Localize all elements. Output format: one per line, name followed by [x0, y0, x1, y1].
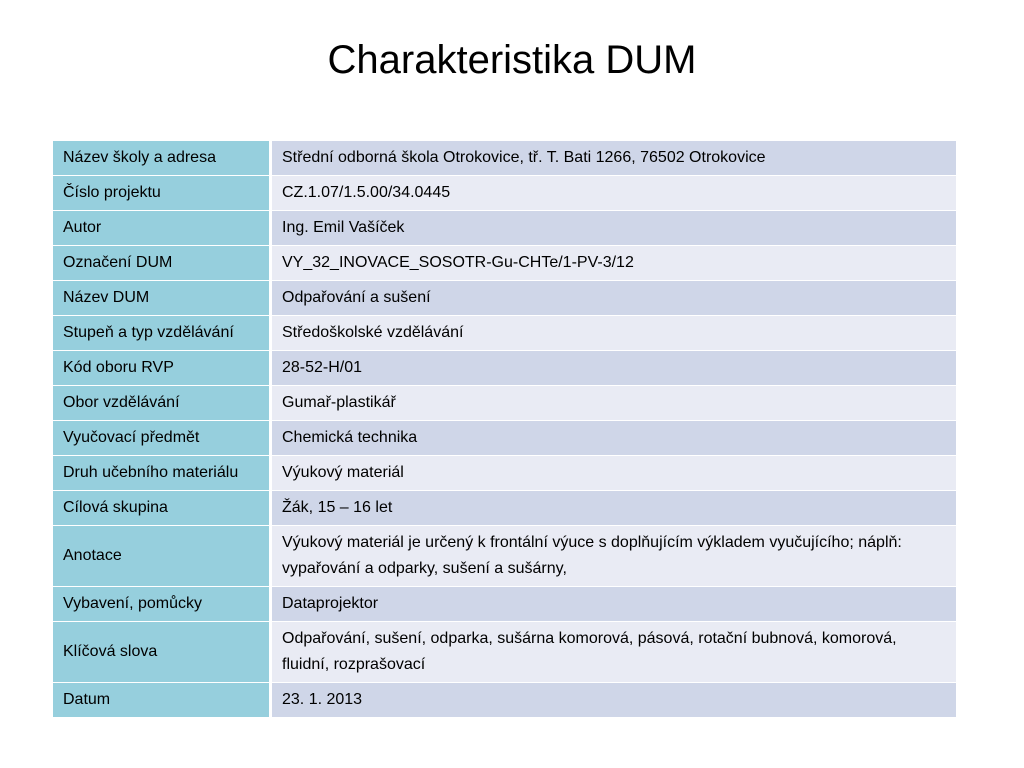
table-row	[53, 526, 956, 587]
row-value: Výukový materiál	[271, 456, 957, 491]
table-row	[53, 683, 956, 718]
row-value: Ing. Emil Vašíček	[271, 211, 957, 246]
row-label: Název DUM	[53, 281, 271, 316]
table-row	[53, 622, 956, 683]
row-value: Výukový materiál je určený k frontální výuce s doplňujícím výkladem vyučujícího; náplň: vypařování a odparky, sušení a sušárny,	[271, 526, 957, 587]
table-row	[53, 246, 956, 281]
table-row	[53, 211, 956, 246]
table-row	[53, 587, 956, 622]
table-row	[53, 316, 956, 351]
row-label: Vybavení, pomůcky	[53, 587, 271, 622]
row-value: Odpařování a sušení	[271, 281, 957, 316]
info-table	[53, 141, 956, 718]
row-label: Obor vzdělávání	[53, 386, 271, 421]
row-value: CZ.1.07/1.5.00/34.0445	[271, 176, 957, 211]
row-label: Datum	[53, 683, 271, 718]
row-value: Chemická technika	[271, 421, 957, 456]
row-value: Gumař-plastikář	[271, 386, 957, 421]
table-row	[53, 176, 956, 211]
row-label: Anotace	[53, 526, 271, 587]
row-value: Středoškolské vzdělávání	[271, 316, 957, 351]
table-row	[53, 421, 956, 456]
row-label: Stupeň a typ vzdělávání	[53, 316, 271, 351]
row-value: 23. 1. 2013	[271, 683, 957, 718]
row-label: Klíčová slova	[53, 622, 271, 683]
row-label: Označení DUM	[53, 246, 271, 281]
table-row	[53, 351, 956, 386]
slide-title: Charakteristika DUM	[327, 38, 697, 82]
table-row	[53, 456, 956, 491]
table-row	[53, 386, 956, 421]
row-label: Cílová skupina	[53, 491, 271, 526]
row-label: Druh učebního materiálu	[53, 456, 271, 491]
row-label: Název školy a adresa	[53, 141, 271, 176]
row-value: Odpařování, sušení, odparka, sušárna komorová, pásová, rotační bubnová, komorová, fluidní, rozprašovací	[271, 622, 957, 683]
row-label: Vyučovací předmět	[53, 421, 271, 456]
row-value: VY_32_INOVACE_SOSOTR-Gu-CHTe/1-PV-3/12	[271, 246, 957, 281]
row-label: Kód oboru RVP	[53, 351, 271, 386]
row-value: Dataprojektor	[271, 587, 957, 622]
row-label: Číslo projektu	[53, 176, 271, 211]
table-row	[53, 281, 956, 316]
row-value: Střední odborná škola Otrokovice, tř. T. Bati 1266, 76502 Otrokovice	[271, 141, 957, 176]
row-label: Autor	[53, 211, 271, 246]
row-value: 28-52-H/01	[271, 351, 957, 386]
table-row	[53, 491, 956, 526]
table-row	[53, 141, 956, 176]
row-value: Žák, 15 – 16 let	[271, 491, 957, 526]
